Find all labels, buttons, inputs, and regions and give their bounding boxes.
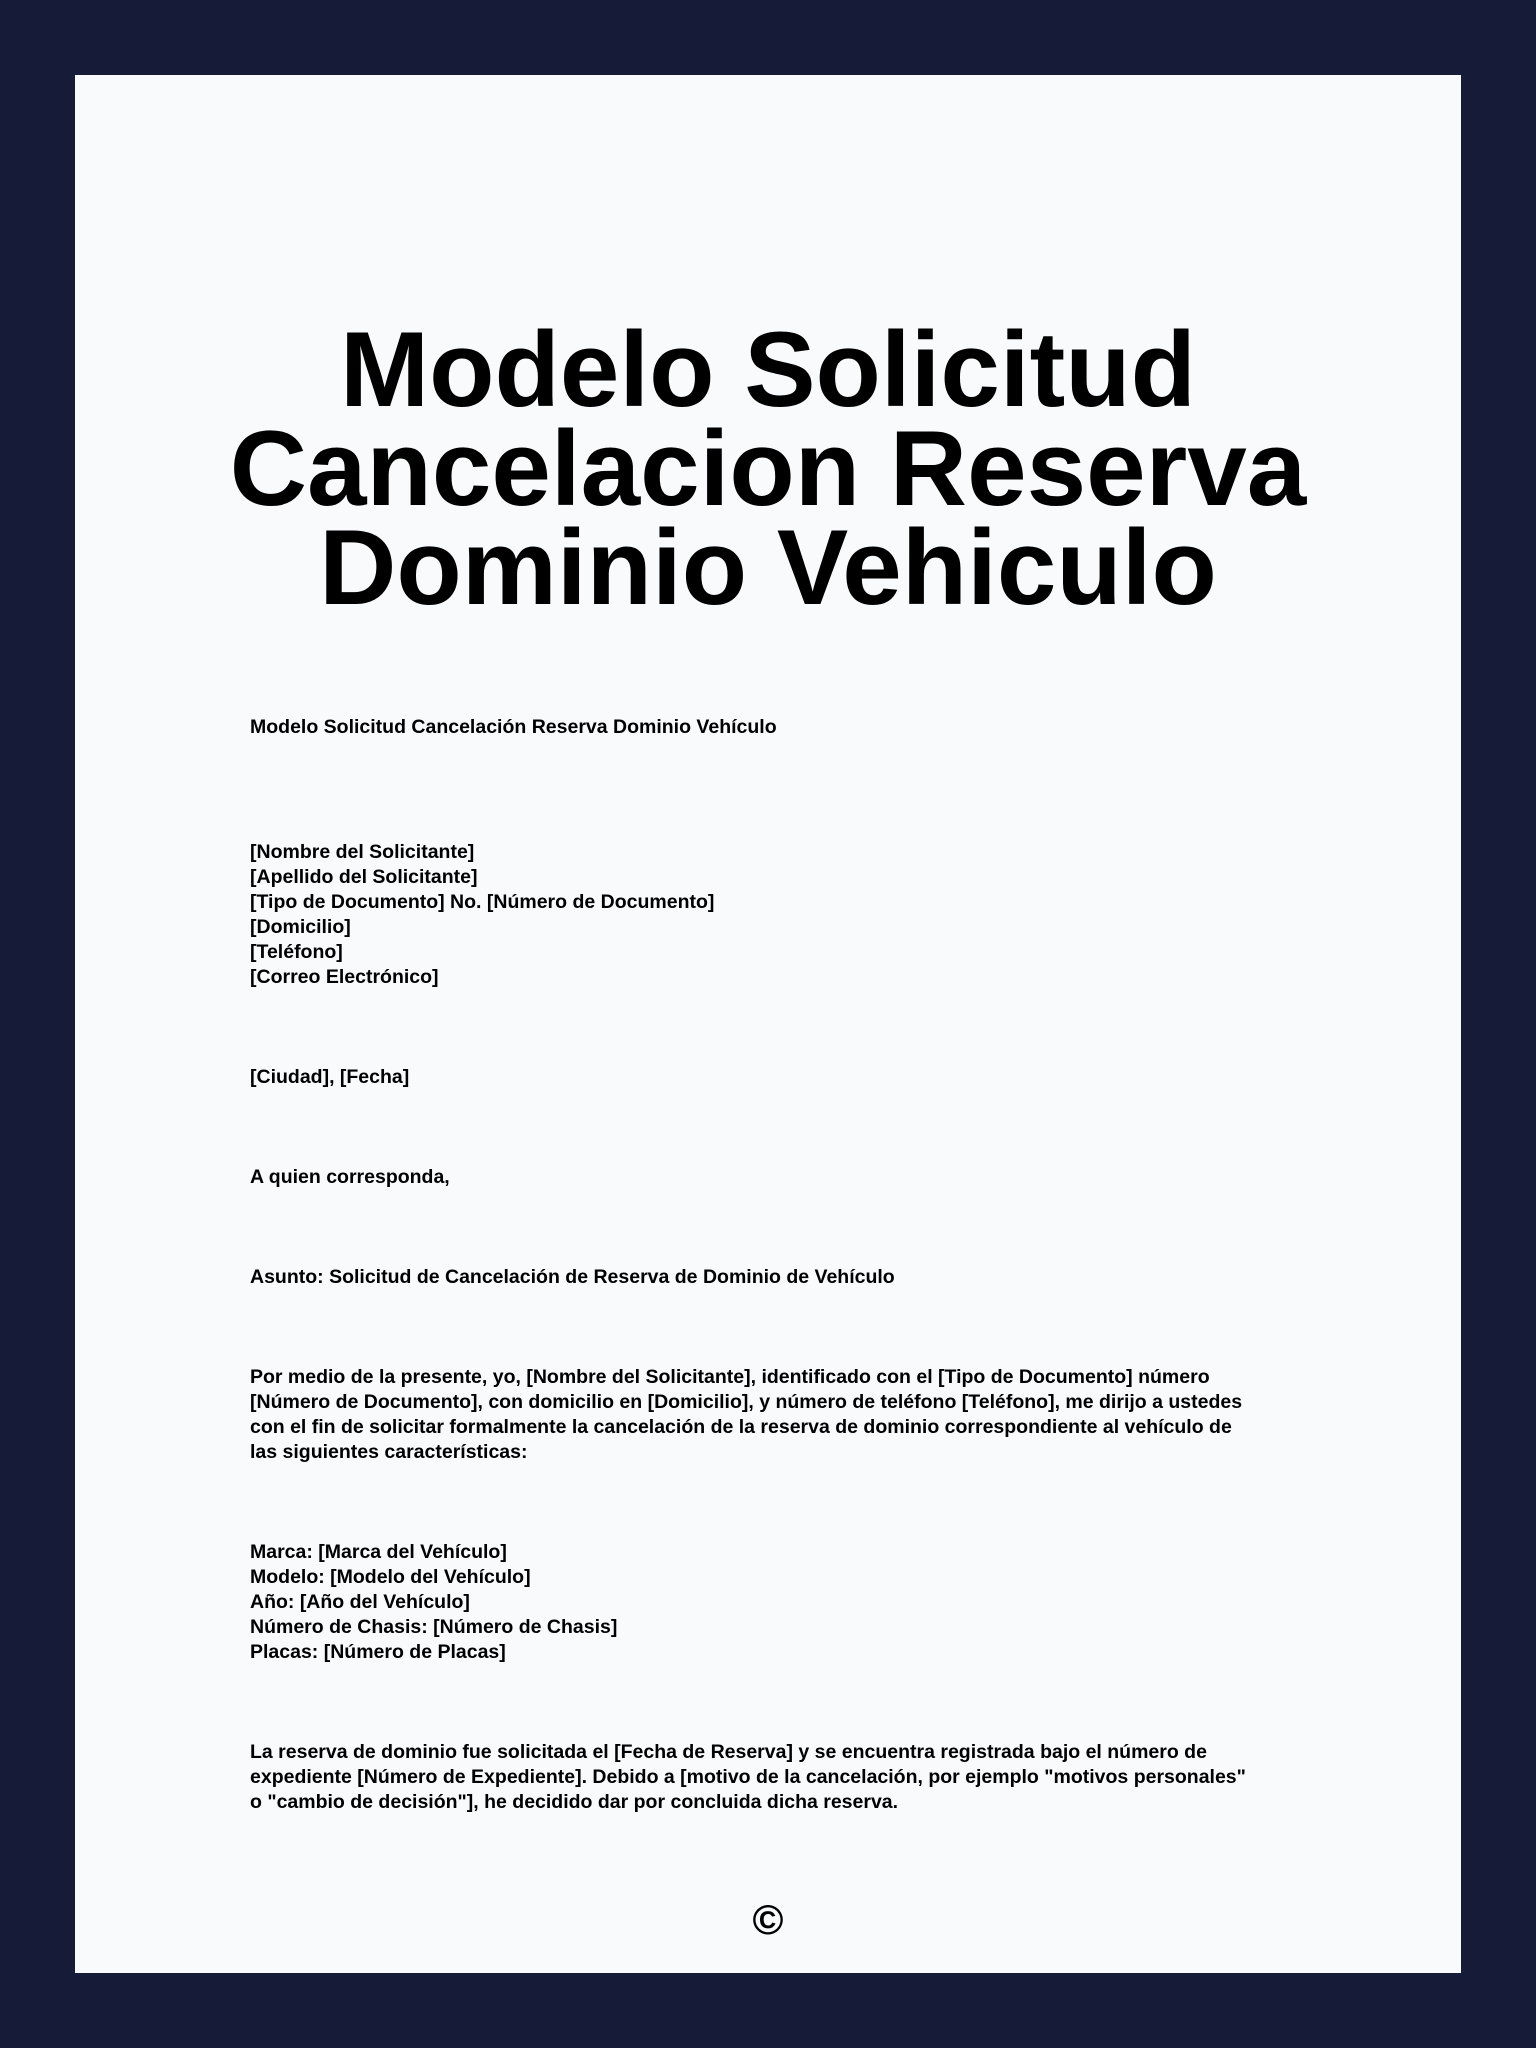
- vehicle-chassis: Número de Chasis: [Número de Chasis]: [250, 1616, 618, 1638]
- document-page: [75, 75, 1461, 1973]
- copyright-icon: ©: [752, 1896, 784, 1943]
- salutation: A quien corresponda,: [250, 1166, 450, 1188]
- place-date: [Ciudad], [Fecha]: [250, 1066, 410, 1088]
- body-paragraph-1-line: con el fin de solicitar formalmente la cancelación de la reserva de dominio correspondiente al vehículo de: [250, 1416, 1232, 1438]
- body-paragraph-1-line: Por medio de la presente, yo, [Nombre del Solicitante], identificado con el [Tipo de Documento] número: [250, 1366, 1210, 1388]
- body-paragraph-1: [250, 1365, 1310, 1465]
- sender-email: [Correo Electrónico]: [250, 966, 439, 988]
- body-paragraph-2: [250, 1740, 1310, 1815]
- title-line-1: Modelo Solicitud: [340, 309, 1196, 429]
- sender-block: [250, 840, 1310, 990]
- vehicle-brand: Marca: [Marca del Vehículo]: [250, 1541, 507, 1563]
- vehicle-plates: Placas: [Número de Placas]: [250, 1641, 506, 1663]
- sender-surname: [Apellido del Solicitante]: [250, 866, 478, 888]
- document-body: [250, 715, 1310, 1890]
- body-paragraph-2-line: o "cambio de decisión"], he decidido dar por concluida dicha reserva.: [250, 1791, 899, 1813]
- body-paragraph-2-line: La reserva de dominio fue solicitada el [Fecha de Reserva] y se encuentra registrada bajo el número de: [250, 1741, 1207, 1763]
- document-heading: Modelo Solicitud Cancelación Reserva Dominio Vehículo: [250, 716, 777, 738]
- subject-line: Asunto: Solicitud de Cancelación de Reserva de Dominio de Vehículo: [250, 1266, 895, 1288]
- title-line-3: Dominio Vehiculo: [319, 507, 1217, 627]
- sender-phone: [Teléfono]: [250, 941, 343, 963]
- body-paragraph-2-line: expediente [Número de Expediente]. Debido a [motivo de la cancelación, por ejemplo "motivos personales": [250, 1766, 1246, 1788]
- body-paragraph-1-line: las siguientes características:: [250, 1441, 528, 1463]
- body-paragraph-1-line: [Número de Documento], con domicilio en [Domicilio], y número de teléfono [Teléfono], me dirijo a ustedes: [250, 1391, 1243, 1413]
- sender-address: [Domicilio]: [250, 916, 351, 938]
- vehicle-year: Año: [Año del Vehículo]: [250, 1591, 470, 1613]
- document-title: [75, 309, 1461, 627]
- sender-document: [Tipo de Documento] No. [Número de Documento]: [250, 891, 715, 913]
- vehicle-model: Modelo: [Modelo del Vehículo]: [250, 1566, 531, 1588]
- sender-name: [Nombre del Solicitante]: [250, 841, 475, 863]
- vehicle-details: [250, 1540, 1310, 1665]
- title-line-2: Cancelacion Reserva: [229, 408, 1307, 528]
